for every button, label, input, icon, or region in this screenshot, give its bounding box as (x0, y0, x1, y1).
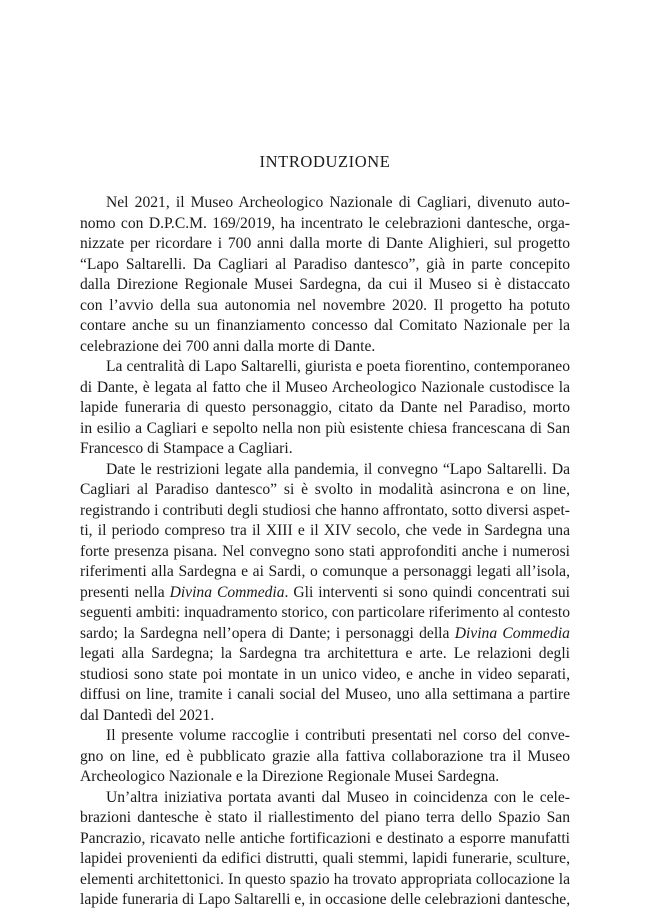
text-segment: celebrazione dei 700 anni dalla morte di Dante. (80, 337, 376, 355)
text-segment: Nel 2021, il Museo Archeologico Nazionale di Cagliari, divenuto auto- (106, 194, 570, 211)
text-segment: ti, il periodo compreso tra il XIII e il XIV secolo, che vede in Sardegna una (80, 522, 570, 539)
text-line (80, 480, 570, 501)
text-segment: in esilio a Cagliari e sepolto nella non più esistente chiesa francescana di San (80, 419, 570, 437)
document-page (80, 0, 570, 917)
text-segment: lapidei provenienti da edifici distrutti, quali stemmi, lapidi funerarie, sculture, (80, 850, 570, 867)
text-line (80, 706, 570, 727)
paragraph (80, 357, 570, 460)
text-segment: Cagliari al Paradiso dantesco” si è svolto in modalità asincrona e on line, (80, 481, 570, 498)
text-line (80, 337, 570, 358)
text-segment: Un’altra iniziativa portata avanti dal Museo in coincidenza con le cele- (106, 788, 570, 806)
text-line (80, 829, 570, 850)
text-segment: registrando i contributi degli studiosi che hanno affrontato, sotto diversi aspet- (80, 501, 570, 519)
text-segment: nizzate per ricordare i 700 anni dalla morte di Dante Alighieri, sul progetto (80, 235, 570, 252)
text-line (80, 214, 570, 235)
text-segment: diffusi on line, tramite i canali social del Museo, uno alla settimana a partire (80, 686, 570, 703)
text-line (80, 849, 570, 870)
text-segment: presenti nella (80, 583, 170, 601)
text-line (80, 603, 570, 624)
text-segment: con l’avvio della sua autonomia nel novembre 2020. Il progetto ha potuto (80, 296, 570, 314)
text-segment: elementi architettonici. In questo spazio ha trovato appropriata collocazione la (80, 870, 570, 888)
text-line (80, 788, 570, 809)
text-line (80, 808, 570, 829)
text-segment: di Dante, è legata al fatto che il Museo Archeologico Nazionale custodisce la (80, 378, 570, 396)
text-line (80, 521, 570, 542)
text-segment: seguenti ambiti: inquadramento storico, con particolare riferimento al contesto (80, 604, 570, 621)
paragraph (80, 788, 570, 911)
text-line (80, 767, 570, 788)
text-line (80, 357, 570, 378)
text-segment: dalla Direzione Regionale Musei Sardegna, da cui il Museo si è distaccato (80, 276, 570, 293)
text-line (80, 624, 570, 645)
text-segment: Pancrazio, ricavato nelle antiche fortificazioni e destinato a esporre manufatti (80, 829, 570, 847)
text-segment: studiosi sono state poi montate in un unico video, e anche in video separati, (80, 665, 570, 683)
text-segment: dal Dantedì del 2021. (80, 706, 215, 724)
text-segment: Date le restrizioni legate alla pandemia, il convegno “Lapo Saltarelli. Da (106, 460, 570, 478)
text-line (80, 296, 570, 317)
text-segment: contare anche su un finanziamento concesso dal Comitato Nazionale per la (80, 317, 570, 334)
text-line (80, 562, 570, 583)
text-line (80, 890, 570, 911)
text-segment: Francesco di Stampace a Cagliari. (80, 440, 293, 457)
page-title: INTRODUZIONE (259, 152, 391, 171)
paragraph (80, 726, 570, 788)
text-segment: forte presenza pisana. Nel convegno sono stati approfonditi anche i numerosi (80, 542, 570, 560)
body-text (80, 193, 570, 911)
text-segment: lapide funeraria di questo personaggio, citato da Dante nel Paradiso, morto (80, 399, 570, 416)
paragraph (80, 460, 570, 727)
text-segment: nomo con D.P.C.M. 169/2019, ha incentrato le celebrazioni dantesche, orga- (80, 214, 570, 232)
text-line (80, 193, 570, 214)
text-segment: gno on line, ed è pubblicato grazie alla fattiva collaborazione tra il Museo (80, 747, 570, 765)
text-line (80, 542, 570, 563)
text-segment: La centralità di Lapo Saltarelli, giurista e poeta fiorentino, contemporaneo (106, 358, 570, 375)
text-line (80, 685, 570, 706)
italic-title: Divina Commedia (454, 624, 570, 642)
text-line (80, 419, 570, 440)
text-segment: . Gli interventi si sono quindi concentrati sui (284, 583, 570, 601)
text-line (80, 747, 570, 768)
text-line (80, 665, 570, 686)
text-segment: brazioni dantesche è stato il riallestimento del piano terra dello Spazio San (80, 809, 570, 826)
text-line (80, 501, 570, 522)
italic-title: Divina Commedia (169, 583, 285, 601)
text-line (80, 316, 570, 337)
text-line (80, 378, 570, 399)
text-segment: lapide funeraria di Lapo Saltarelli e, in occasione delle celebrazioni dantesche, (80, 891, 571, 908)
text-line (80, 275, 570, 296)
text-line (80, 583, 570, 604)
text-line (80, 870, 570, 891)
text-line (80, 398, 570, 419)
paragraph (80, 193, 570, 357)
text-line (80, 255, 570, 276)
text-segment: riferimenti alla Sardegna e ai Sardi, o comunque a personaggi legati all’isola, (80, 563, 570, 580)
text-line (80, 460, 570, 481)
text-segment: “Lapo Saltarelli. Da Cagliari al Paradiso dantesco”, già in parte concepito (80, 255, 570, 273)
text-line (80, 234, 570, 255)
text-line (80, 726, 570, 747)
text-segment: legati alla Sardegna; la Sardegna tra architettura e arte. Le relazioni degli (80, 645, 570, 662)
text-line (80, 644, 570, 665)
text-line (80, 439, 570, 460)
text-segment: sardo; la Sardegna nell’opera di Dante; i personaggi della (80, 624, 455, 642)
text-segment: Il presente volume raccoglie i contributi presentati nel corso del conve- (106, 727, 570, 744)
text-segment: Archeologico Nazionale e la Direzione Regionale Musei Sardegna. (80, 768, 500, 785)
